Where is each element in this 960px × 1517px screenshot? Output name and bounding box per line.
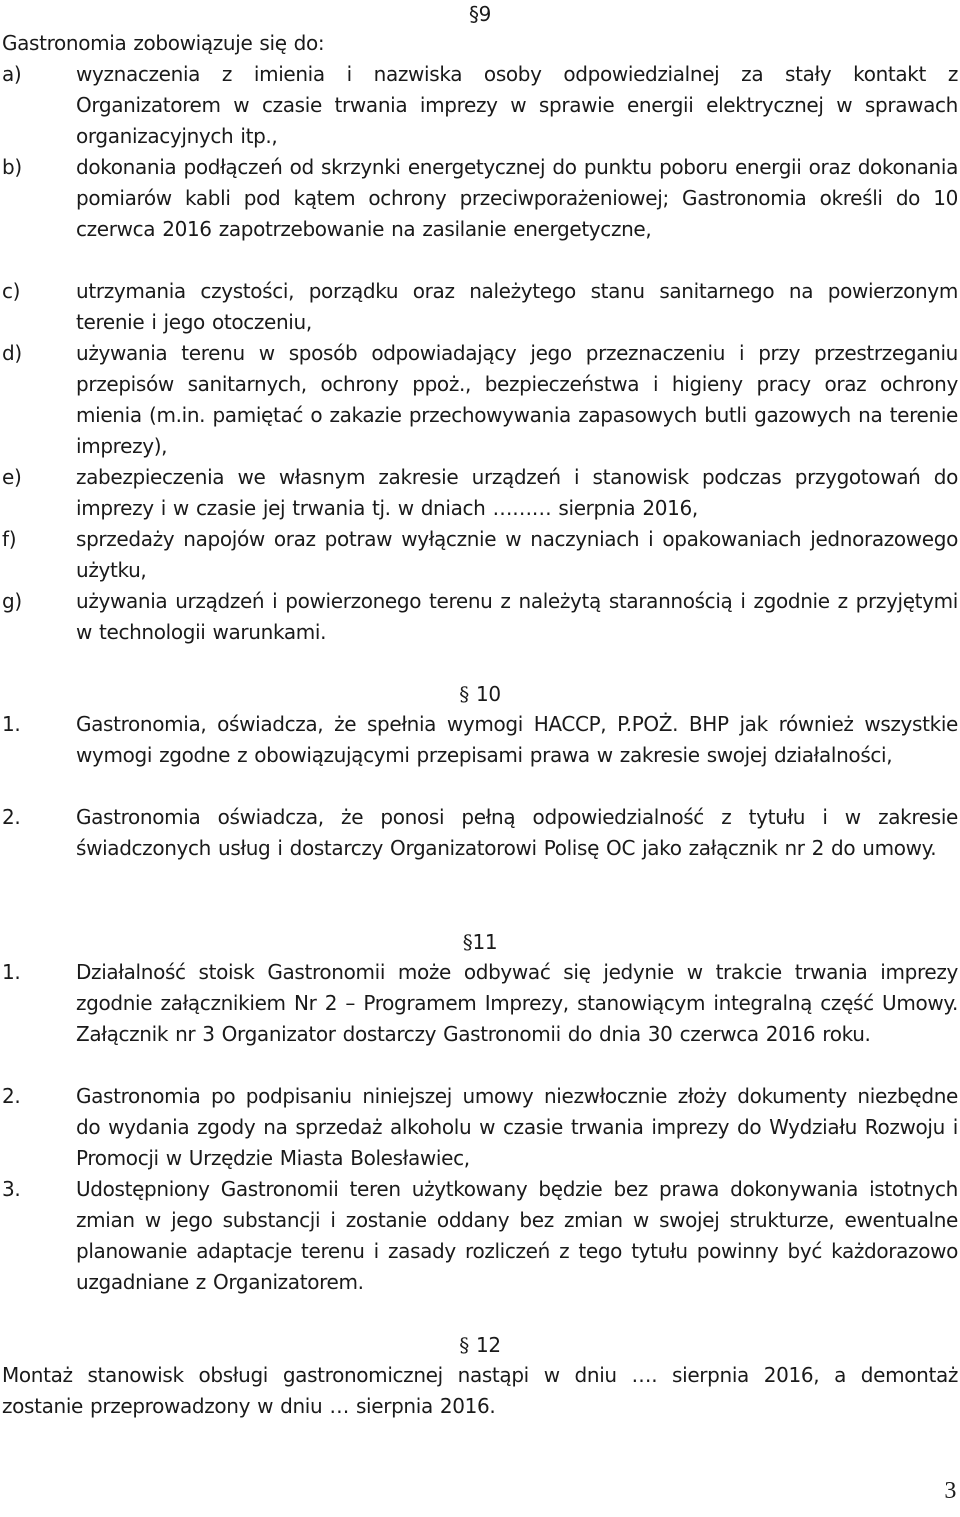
item-text: sprzedaży napojów oraz potraw wyłącznie w naczyniach i opakowaniach jednorazowego użytku, — [76, 527, 958, 582]
item-label: 2. — [2, 1084, 21, 1108]
section-9-item-b — [0, 152, 958, 245]
section-9-item-c — [0, 276, 958, 338]
page-number: 3 — [944, 1478, 956, 1504]
section-9-item-e — [0, 462, 958, 524]
item-text: używania terenu w sposób odpowiadający jego przeznaczeniu i przy przestrzeganiu przepisów sanitarnych, ochrony ppoż., bezpieczeństwa i higieny pracy oraz ochrony mienia (m.in. pamiętać o zakazie przechowywania zapasowych butli gazowych na terenie imprezy), — [76, 341, 958, 458]
section-10-item-1 — [0, 709, 958, 771]
section-9-intro: Gastronomia zobowiązuje się do: — [2, 31, 325, 55]
section-10-heading — [0, 680, 960, 708]
section-symbol: § — [459, 1333, 469, 1357]
section-9-item-a — [0, 59, 958, 152]
section-symbol: § — [462, 930, 473, 954]
item-label: b) — [2, 155, 22, 179]
item-text: wyznaczenia z imienia i nazwiska osoby odpowiedzialnej za stały kontakt z Organizatorem w czasie trwania imprezy w sprawie energii elektrycznej w sprawach organizacyjnych itp., — [76, 62, 958, 148]
item-text: Gastronomia oświadcza, że ponosi pełną odpowiedzialność z tytułu i w zakresie świadczonych usług i dostarczy Organizatorowi Polisę OC jako załącznik nr 2 do umowy. — [76, 805, 958, 860]
item-label: 3. — [2, 1177, 21, 1201]
section-9-item-g — [0, 586, 958, 648]
section-symbol: § — [459, 682, 469, 706]
item-text: Gastronomia po podpisaniu niniejszej umowy niezwłocznie złoży dokumenty niezbędne do wydania zgody na sprzedaż alkoholu w czasie trwania imprezy do Wydziału Rozwoju i Promocji w Urzędzie Miasta Bolesławiec, — [76, 1084, 958, 1170]
item-label: 1. — [2, 960, 21, 984]
item-text: Udostępniony Gastronomii teren użytkowany będzie bez prawa dokonywania istotnych zmian w jego substancji i zostanie oddany bez zmian w swojej strukturze, ewentualne planowanie adaptacje terenu i zasady rozliczeń z tego tytułu powinny być każdorazowo uzgadniane z Organizatorem. — [76, 1177, 958, 1294]
section-number: 11 — [472, 930, 498, 954]
section-10-item-2 — [0, 802, 958, 864]
item-text: używania urządzeń i powierzonego terenu z należytą starannością i zgodnie z przyjętymi w technologii warunkami. — [76, 589, 958, 644]
section-number: 10 — [475, 682, 501, 706]
section-11-item-3 — [0, 1174, 958, 1298]
item-text: dokonania podłączeń od skrzynki energetycznej do punktu poboru energii oraz dokonania pomiarów kabli pod kątem ochrony przeciwporażeniowej; Gastronomia określi do 10 czerwca 2016 zapotrzebowanie na zasilanie energetyczne, — [76, 155, 958, 241]
section-11-heading — [0, 928, 960, 956]
item-text: Gastronomia, oświadcza, że spełnia wymogi HACCP, P.POŻ. BHP jak również wszystkie wymogi zgodne z obowiązującymi przepisami prawa w zakresie swojej działalności, — [76, 712, 958, 767]
item-text: zabezpieczenia we własnym zakresie urządzeń i stanowisk podczas przygotowań do imprezy i w czasie jej trwania tj. w dniach ……… sierpnia 2016, — [76, 465, 958, 520]
section-12-heading — [0, 1331, 960, 1359]
section-12-text: Montaż stanowisk obsługi gastronomicznej nastąpi w dniu …. sierpnia 2016, a demontaż zostanie przeprowadzony w dniu … sierpnia 2016. — [2, 1363, 958, 1418]
section-11-item-1 — [0, 957, 958, 1050]
item-label: g) — [2, 589, 22, 613]
item-label: f) — [2, 527, 17, 551]
item-label: 1. — [2, 712, 21, 736]
section-11-item-2 — [0, 1081, 958, 1174]
item-label: a) — [2, 62, 22, 86]
item-text: Działalność stoisk Gastronomii może odbywać się jedynie w trakcie trwania imprezy zgodnie załącznikiem Nr 2 – Programem Imprezy, stanowiącym integralną część Umowy. Załącznik nr 3 Organizator dostarczy Gastronomii do dnia 30 czerwca 2016 roku. — [76, 960, 958, 1046]
section-9-item-f — [0, 524, 958, 586]
section-9-heading: §9 — [468, 2, 492, 26]
item-label: e) — [2, 465, 22, 489]
item-label: d) — [2, 341, 22, 365]
section-number: 12 — [475, 1333, 501, 1357]
item-text: utrzymania czystości, porządku oraz należytego stanu sanitarnego na powierzonym terenie i jego otoczeniu, — [76, 279, 958, 334]
item-label: c) — [2, 279, 21, 303]
section-9-item-d — [0, 338, 958, 462]
item-label: 2. — [2, 805, 21, 829]
